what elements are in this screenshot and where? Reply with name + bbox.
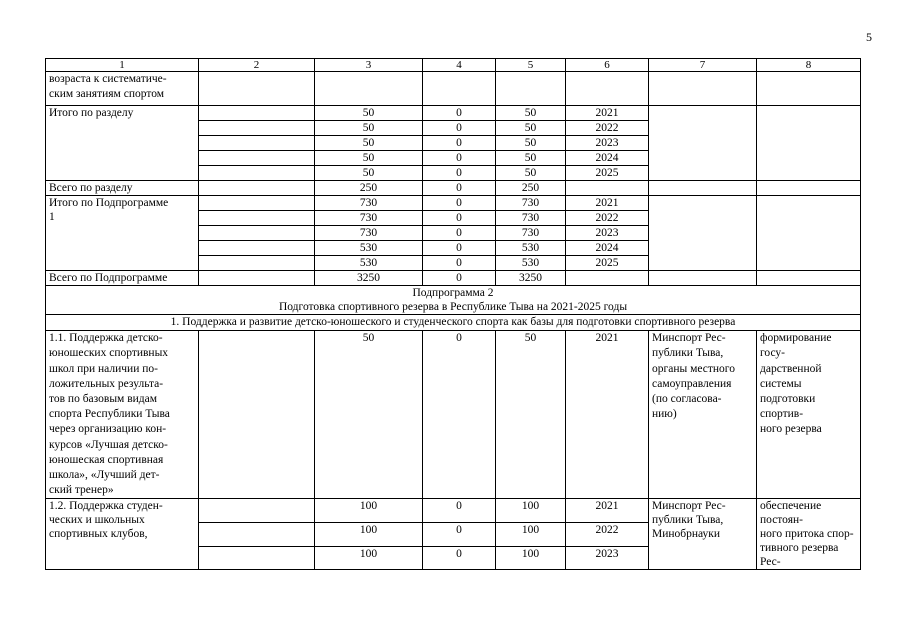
item-1-2-name: 1.2. Поддержка студен- ческих и школьных спортивных клубов, [46, 499, 199, 570]
col-header-3: 3 [315, 59, 423, 72]
cell-value: 100 [315, 523, 423, 547]
cell-value: 50 [315, 166, 423, 181]
section-total-label: Итого по разделу [46, 106, 199, 181]
col-header-7: 7 [649, 59, 757, 72]
cell-value: 250 [315, 181, 423, 196]
cell-value: 730 [496, 226, 566, 241]
cell-value: 530 [496, 256, 566, 271]
cell-value: 50 [315, 151, 423, 166]
cell-value: 0 [423, 523, 496, 547]
cell-value: 50 [496, 151, 566, 166]
cell-value: 730 [315, 226, 423, 241]
cell-value: 50 [496, 121, 566, 136]
cell-year: 2023 [566, 136, 649, 151]
page-number: 5 [866, 30, 872, 44]
cell-value: 100 [315, 499, 423, 523]
cell-value: 530 [315, 256, 423, 271]
cell-year: 2022 [566, 523, 649, 547]
cell-value: 50 [315, 136, 423, 151]
program-table [45, 58, 861, 570]
subprogram2-title-row [46, 286, 861, 315]
cell-value: 0 [423, 331, 496, 499]
subprogram-total-row [46, 196, 861, 211]
cell-value: 50 [496, 166, 566, 181]
subprogram2-title: Подпрограмма 2 Подготовка спортивного резерва в Республике Тыва на 2021-2025 годы [46, 286, 861, 315]
cell-value: 0 [423, 151, 496, 166]
cell-year: 2025 [566, 256, 649, 271]
cell-value: 250 [496, 181, 566, 196]
cell-year: 2024 [566, 151, 649, 166]
cell-year: 2021 [566, 196, 649, 211]
cell-value: 730 [496, 211, 566, 226]
cell-value: 730 [315, 196, 423, 211]
cell-value: 0 [423, 106, 496, 121]
cell-year: 2022 [566, 211, 649, 226]
cell-value: 50 [315, 106, 423, 121]
cell-value: 100 [496, 546, 566, 570]
cell-value: 0 [423, 499, 496, 523]
col-header-2: 2 [199, 59, 315, 72]
cell-value: 100 [496, 523, 566, 547]
cell-year: 2021 [566, 331, 649, 499]
subprogram-grand-label: Всего по Подпрограмме [46, 271, 199, 286]
col-header-6: 6 [566, 59, 649, 72]
cell-value: 0 [423, 181, 496, 196]
cell-value: 50 [496, 331, 566, 499]
section-grand-row [46, 181, 861, 196]
subprogram-total-label: Итого по Подпрограмме 1 [46, 196, 199, 271]
cell-value: 0 [423, 226, 496, 241]
cell-year: 2025 [566, 166, 649, 181]
column-number-row [46, 59, 861, 72]
cell-value: 50 [496, 136, 566, 151]
item-1-2-result: обеспечение постоян- ного притока спор- тивного резерва Рес- [757, 499, 861, 570]
cell-value: 730 [496, 196, 566, 211]
col-header-1: 1 [46, 59, 199, 72]
cell-value: 530 [496, 241, 566, 256]
cell-year: 2021 [566, 106, 649, 121]
col-header-8: 8 [757, 59, 861, 72]
cell-value: 0 [423, 271, 496, 286]
cell-value: 100 [496, 499, 566, 523]
cell-value: 50 [315, 121, 423, 136]
item-1-1-name: 1.1. Поддержка детско- юношеских спортивных школ при наличии по- ложительных результа- тов по базовым видам спорта Республики Тыва через организацию кон- курсов «Лучшая детско- юношеская спортивная школа», «Лучший дет- ский тренер» [46, 331, 199, 499]
cell-year: 2023 [566, 226, 649, 241]
cell-year: 2021 [566, 499, 649, 523]
col-header-4: 4 [423, 59, 496, 72]
cell-value: 3250 [496, 271, 566, 286]
continued-row [46, 72, 861, 106]
cell-value: 0 [423, 121, 496, 136]
cell-value: 0 [423, 166, 496, 181]
cell-value: 100 [315, 546, 423, 570]
cell-value: 50 [496, 106, 566, 121]
cell-value: 0 [423, 256, 496, 271]
item-1-2-executor: Минспорт Рес- публики Тыва, Минобрнауки [649, 499, 757, 570]
cell-value: 0 [423, 211, 496, 226]
item-1-1-result: формирование госу- дарственной системы подготовки спортив- ного резерва [757, 331, 861, 499]
cell-year: 2024 [566, 241, 649, 256]
continued-text: возраста к систематиче- ским занятиям спортом [46, 72, 199, 106]
section1-title-row [46, 315, 861, 331]
cell-value: 530 [315, 241, 423, 256]
item-1-1-executor: Минспорт Рес- публики Тыва, органы местного самоуправления (по согласова- нию) [649, 331, 757, 499]
cell-value: 50 [315, 331, 423, 499]
cell-value: 0 [423, 136, 496, 151]
section1-title: 1. Поддержка и развитие детско-юношеского и студенческого спорта как базы для подготовки спортивного резерва [46, 315, 861, 331]
col-header-5: 5 [496, 59, 566, 72]
section-total-row [46, 106, 861, 121]
item-1-2-row [46, 499, 861, 523]
cell-year: 2022 [566, 121, 649, 136]
cell-year: 2023 [566, 546, 649, 570]
cell-value: 730 [315, 211, 423, 226]
section-grand-label: Всего по разделу [46, 181, 199, 196]
cell-value: 0 [423, 241, 496, 256]
cell-value: 3250 [315, 271, 423, 286]
cell-value: 0 [423, 196, 496, 211]
item-1-1-row [46, 331, 861, 499]
cell-value: 0 [423, 546, 496, 570]
subprogram-grand-row [46, 271, 861, 286]
